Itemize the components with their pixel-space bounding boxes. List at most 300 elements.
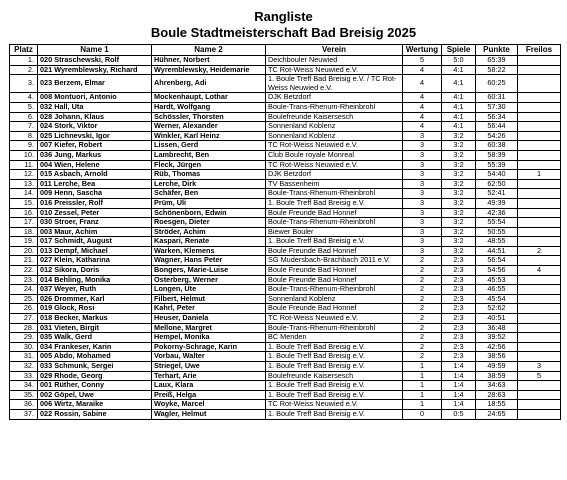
table-row — [10, 112, 561, 122]
cell-name1: 025 Lichnevski, Igor — [38, 131, 152, 141]
cell-platz: 20. — [10, 246, 38, 256]
cell-name2: Lambrecht, Ben — [152, 150, 266, 160]
cell-name1: 026 Drommer, Karl — [38, 294, 152, 304]
table-row — [10, 409, 561, 419]
cell-punkte: 60:31 — [476, 93, 518, 103]
cell-freilos — [518, 275, 561, 285]
cell-verein: Boule Freunde Bad Honnef — [266, 208, 403, 218]
cell-platz: 19. — [10, 237, 38, 247]
cell-spiele: 2:3 — [442, 314, 476, 324]
cell-name2: Schössler, Thorsten — [152, 112, 266, 122]
cell-punkte: 39:52 — [476, 333, 518, 343]
cell-platz: 10. — [10, 150, 38, 160]
table-row — [10, 75, 561, 93]
cell-spiele: 3:2 — [442, 160, 476, 170]
cell-name2: Roesgen, Dieter — [152, 218, 266, 228]
cell-name2: Vorbau, Walter — [152, 352, 266, 362]
cell-freilos — [518, 65, 561, 75]
cell-freilos — [518, 93, 561, 103]
table-row — [10, 333, 561, 343]
cell-platz: 13. — [10, 179, 38, 189]
cell-punkte: 52:62 — [476, 304, 518, 314]
cell-name1: 002 Göpel, Uwe — [38, 390, 152, 400]
cell-wertung: 3 — [403, 179, 442, 189]
cell-verein: TC Rot-Weiss Neuwied e.V. — [266, 314, 403, 324]
cell-punkte: 56:54 — [476, 256, 518, 266]
cell-name2: Woyke, Marcel — [152, 400, 266, 410]
cell-name1: 027 Klein, Katharina — [38, 256, 152, 266]
table-row — [10, 371, 561, 381]
cell-platz: 7. — [10, 122, 38, 132]
cell-verein: SG Mudersbach-Brachbach 2011 e.V. — [266, 256, 403, 266]
cell-name2: Filbert, Helmut — [152, 294, 266, 304]
cell-wertung: 2 — [403, 352, 442, 362]
cell-name1: 022 Rossin, Sabine — [38, 409, 152, 419]
cell-freilos — [518, 198, 561, 208]
cell-verein: 1. Boule Treff Bad Breisig e.V. — [266, 381, 403, 391]
cell-platz: 27. — [10, 314, 38, 324]
cell-punkte: 57:30 — [476, 102, 518, 112]
cell-name1: 005 Abdo, Mohamed — [38, 352, 152, 362]
header-platz: Platz — [10, 45, 38, 56]
cell-name2: Mellone, Margret — [152, 323, 266, 333]
cell-wertung: 5 — [403, 56, 442, 66]
cell-punkte: 48:55 — [476, 237, 518, 247]
cell-punkte: 42:56 — [476, 342, 518, 352]
cell-name2: Wagler, Helmut — [152, 409, 266, 419]
cell-verein: 1. Boule Treff Bad Breisig e.V. — [266, 198, 403, 208]
cell-verein: 1. Boule Treff Bad Breisig e.V. — [266, 352, 403, 362]
cell-punkte: 46:55 — [476, 285, 518, 295]
cell-platz: 8. — [10, 131, 38, 141]
cell-punkte: 58:22 — [476, 65, 518, 75]
cell-wertung: 0 — [403, 409, 442, 419]
table-row — [10, 323, 561, 333]
cell-wertung: 2 — [403, 342, 442, 352]
cell-verein: TC Rot-Weiss Neuwied e.V. — [266, 160, 403, 170]
header-punkte: Punkte — [476, 45, 518, 56]
cell-verein: Boulefreunde Kaisersesch — [266, 112, 403, 122]
cell-platz: 23. — [10, 275, 38, 285]
cell-name2: Prüm, Uli — [152, 198, 266, 208]
cell-spiele: 3:2 — [442, 150, 476, 160]
cell-punkte: 54:26 — [476, 131, 518, 141]
cell-freilos — [518, 122, 561, 132]
table-row — [10, 160, 561, 170]
cell-wertung: 1 — [403, 362, 442, 372]
cell-name2: Terhart, Arie — [152, 371, 266, 381]
cell-verein: 1. Boule Treff Bad Breisig e.V. — [266, 362, 403, 372]
cell-freilos — [518, 56, 561, 66]
table-row — [10, 65, 561, 75]
cell-verein: Sonnenland Koblenz — [266, 294, 403, 304]
cell-platz: 32. — [10, 362, 38, 372]
cell-freilos: 4 — [518, 266, 561, 276]
cell-spiele: 1:4 — [442, 400, 476, 410]
cell-punkte: 45:54 — [476, 294, 518, 304]
cell-verein: Biewer Bouler — [266, 227, 403, 237]
header-name1: Name 1 — [38, 45, 152, 56]
cell-name2: Lissen, Gerd — [152, 141, 266, 151]
cell-punkte: 45:53 — [476, 275, 518, 285]
cell-punkte: 50:55 — [476, 227, 518, 237]
cell-spiele: 4:1 — [442, 112, 476, 122]
cell-spiele: 2:3 — [442, 256, 476, 266]
cell-freilos — [518, 189, 561, 199]
cell-name1: 017 Schmidt, August — [38, 237, 152, 247]
cell-platz: 35. — [10, 390, 38, 400]
table-row — [10, 294, 561, 304]
cell-punkte: 24:65 — [476, 409, 518, 419]
cell-platz: 15. — [10, 198, 38, 208]
cell-freilos — [518, 131, 561, 141]
cell-freilos: 5 — [518, 371, 561, 381]
cell-name2: Schäfer, Ben — [152, 189, 266, 199]
cell-name1: 034 Frankeser, Karin — [38, 342, 152, 352]
cell-wertung: 3 — [403, 141, 442, 151]
cell-punkte: 34:63 — [476, 381, 518, 391]
cell-punkte: 62:50 — [476, 179, 518, 189]
cell-wertung: 2 — [403, 314, 442, 324]
cell-freilos — [518, 227, 561, 237]
cell-verein: Club Boule royale Monreal — [266, 150, 403, 160]
cell-wertung: 4 — [403, 93, 442, 103]
cell-wertung: 4 — [403, 122, 442, 132]
cell-platz: 22. — [10, 266, 38, 276]
ranking-table — [9, 44, 561, 420]
cell-wertung: 1 — [403, 390, 442, 400]
table-row — [10, 102, 561, 112]
cell-platz: 29. — [10, 333, 38, 343]
cell-name1: 001 Rüther, Conny — [38, 381, 152, 391]
cell-name1: 036 Jung, Markus — [38, 150, 152, 160]
cell-spiele: 2:3 — [442, 266, 476, 276]
cell-platz: 11. — [10, 160, 38, 170]
cell-name2: Werner, Alexander — [152, 122, 266, 132]
cell-name2: Pokorny-Schrage, Karin — [152, 342, 266, 352]
cell-freilos — [518, 381, 561, 391]
cell-name1: 016 Preissler, Rolf — [38, 198, 152, 208]
cell-name1: 013 Dempf, Michael — [38, 246, 152, 256]
cell-freilos — [518, 342, 561, 352]
cell-freilos: 1 — [518, 170, 561, 180]
cell-name1: 010 Zessel, Peter — [38, 208, 152, 218]
cell-platz: 30. — [10, 342, 38, 352]
cell-freilos — [518, 160, 561, 170]
table-row — [10, 189, 561, 199]
cell-verein: 1. Boule Treff Bad Breisig e.V. — [266, 342, 403, 352]
cell-freilos: 3 — [518, 362, 561, 372]
cell-name1: 029 Rhode, Georg — [38, 371, 152, 381]
cell-name2: Wagner, Hans Peter — [152, 256, 266, 266]
cell-punkte: 42:36 — [476, 208, 518, 218]
cell-verein: DJK Betzdorf — [266, 93, 403, 103]
cell-spiele: 1:4 — [442, 362, 476, 372]
cell-platz: 6. — [10, 112, 38, 122]
cell-platz: 9. — [10, 141, 38, 151]
cell-name2: Striegel, Uwe — [152, 362, 266, 372]
cell-name2: Lerche, Dirk — [152, 179, 266, 189]
cell-name1: 015 Asbach, Arnold — [38, 170, 152, 180]
cell-platz: 26. — [10, 304, 38, 314]
cell-verein: DJK Betzdorf — [266, 170, 403, 180]
table-row — [10, 342, 561, 352]
cell-freilos — [518, 150, 561, 160]
cell-punkte: 28:63 — [476, 390, 518, 400]
cell-spiele: 3:2 — [442, 237, 476, 247]
cell-wertung: 4 — [403, 102, 442, 112]
cell-platz: 37. — [10, 409, 38, 419]
header-wertung: Wertung — [403, 45, 442, 56]
cell-freilos — [518, 294, 561, 304]
cell-name1: 007 Kiefer, Robert — [38, 141, 152, 151]
cell-name1: 009 Henn, Sascha — [38, 189, 152, 199]
table-row — [10, 381, 561, 391]
cell-freilos — [518, 400, 561, 410]
cell-name2: Heuser, Daniela — [152, 314, 266, 324]
table-row — [10, 141, 561, 151]
cell-spiele: 4:1 — [442, 75, 476, 93]
cell-name1: 033 Schmunk, Sergei — [38, 362, 152, 372]
cell-name2: Osterberg, Werner — [152, 275, 266, 285]
table-row — [10, 400, 561, 410]
cell-platz: 12. — [10, 170, 38, 180]
cell-punkte: 36:48 — [476, 323, 518, 333]
cell-wertung: 4 — [403, 65, 442, 75]
table-row — [10, 131, 561, 141]
cell-wertung: 2 — [403, 333, 442, 343]
cell-punkte: 56:34 — [476, 112, 518, 122]
cell-name2: Schönenborn, Edwin — [152, 208, 266, 218]
cell-verein: Sonnenland Koblenz — [266, 131, 403, 141]
table-row — [10, 218, 561, 228]
cell-verein: Boule-Trans-Rhenum-Rheinbrohl — [266, 218, 403, 228]
cell-punkte: 18:55 — [476, 400, 518, 410]
cell-verein: TC Rot-Weiss Neuwied e.V. — [266, 400, 403, 410]
table-row — [10, 390, 561, 400]
cell-freilos — [518, 333, 561, 343]
cell-freilos — [518, 102, 561, 112]
cell-name2: Wyremblewsky, Heidemarie — [152, 65, 266, 75]
cell-freilos — [518, 323, 561, 333]
table-row — [10, 237, 561, 247]
cell-freilos — [518, 75, 561, 93]
cell-wertung: 3 — [403, 150, 442, 160]
cell-platz: 4. — [10, 93, 38, 103]
cell-name2: Longen, Ute — [152, 285, 266, 295]
cell-wertung: 3 — [403, 208, 442, 218]
cell-verein: Boule Freunde Bad Honnef — [266, 246, 403, 256]
cell-verein: TC Rot-Weiss Neuwied e.V. — [266, 141, 403, 151]
cell-wertung: 1 — [403, 381, 442, 391]
cell-name1: 020 Straschewski, Rolf — [38, 56, 152, 66]
cell-punkte: 60:25 — [476, 75, 518, 93]
cell-spiele: 0:5 — [442, 409, 476, 419]
cell-freilos — [518, 112, 561, 122]
cell-spiele: 3:2 — [442, 208, 476, 218]
table-row — [10, 246, 561, 256]
cell-punkte: 58:39 — [476, 150, 518, 160]
cell-platz: 28. — [10, 323, 38, 333]
table-row — [10, 275, 561, 285]
cell-name1: 008 Montuori, Antonio — [38, 93, 152, 103]
table-row — [10, 266, 561, 276]
cell-platz: 34. — [10, 381, 38, 391]
cell-verein: Boule-Trans-Rhenum-Rheinbrohl — [266, 323, 403, 333]
cell-name1: 014 Behling, Monika — [38, 275, 152, 285]
cell-name1: 019 Glock, Rosi — [38, 304, 152, 314]
cell-verein: BC Menden — [266, 333, 403, 343]
cell-name1: 031 Vieten, Birgit — [38, 323, 152, 333]
cell-spiele: 2:3 — [442, 323, 476, 333]
cell-spiele: 3:2 — [442, 131, 476, 141]
cell-freilos — [518, 256, 561, 266]
cell-wertung: 3 — [403, 237, 442, 247]
cell-wertung: 3 — [403, 160, 442, 170]
cell-name2: Rüb, Thomas — [152, 170, 266, 180]
cell-platz: 36. — [10, 400, 38, 410]
cell-wertung: 2 — [403, 304, 442, 314]
cell-spiele: 1:4 — [442, 381, 476, 391]
cell-verein: Boule-Trans-Rhenum-Rheinbrohl — [266, 285, 403, 295]
cell-spiele: 3:2 — [442, 246, 476, 256]
cell-spiele: 2:3 — [442, 285, 476, 295]
cell-verein: TC Rot-Weiss Neuwied e.V. — [266, 65, 403, 75]
cell-verein: Sonnenland Koblenz — [266, 122, 403, 132]
cell-punkte: 54:56 — [476, 266, 518, 276]
cell-name2: Hempel, Monika — [152, 333, 266, 343]
cell-platz: 16. — [10, 208, 38, 218]
table-row — [10, 150, 561, 160]
cell-punkte: 60:38 — [476, 141, 518, 151]
cell-punkte: 40:51 — [476, 314, 518, 324]
cell-wertung: 2 — [403, 294, 442, 304]
cell-name1: 024 Stork, Viktor — [38, 122, 152, 132]
cell-spiele: 4:1 — [442, 65, 476, 75]
cell-freilos — [518, 237, 561, 247]
cell-wertung: 2 — [403, 285, 442, 295]
cell-punkte: 55:54 — [476, 218, 518, 228]
cell-name1: 023 Berzem, Elmar — [38, 75, 152, 93]
cell-spiele: 3:2 — [442, 189, 476, 199]
cell-punkte: 38:56 — [476, 352, 518, 362]
cell-freilos — [518, 208, 561, 218]
cell-name1: 028 Johann, Klaus — [38, 112, 152, 122]
table-header-row — [10, 45, 561, 56]
cell-name1: 006 Wirtz, Maraike — [38, 400, 152, 410]
cell-verein: Boule Freunde Bad Honnef — [266, 266, 403, 276]
header-spiele: Spiele — [442, 45, 476, 56]
cell-wertung: 1 — [403, 371, 442, 381]
cell-name2: Hühner, Norbert — [152, 56, 266, 66]
cell-wertung: 2 — [403, 323, 442, 333]
cell-spiele: 3:2 — [442, 141, 476, 151]
cell-platz: 2. — [10, 65, 38, 75]
cell-wertung: 3 — [403, 198, 442, 208]
cell-punkte: 56:44 — [476, 122, 518, 132]
table-body — [10, 56, 561, 420]
cell-platz: 31. — [10, 352, 38, 362]
cell-wertung: 2 — [403, 256, 442, 266]
cell-freilos — [518, 409, 561, 419]
table-row — [10, 352, 561, 362]
cell-wertung: 3 — [403, 131, 442, 141]
cell-freilos — [518, 141, 561, 151]
cell-freilos — [518, 179, 561, 189]
cell-spiele: 1:4 — [442, 390, 476, 400]
page-title: Rangliste — [254, 9, 313, 24]
cell-verein: 1. Boule Treff Bad Breisig e.V. — [266, 390, 403, 400]
cell-spiele: 4:1 — [442, 93, 476, 103]
table-row — [10, 256, 561, 266]
cell-punkte: 65:39 — [476, 56, 518, 66]
cell-spiele: 2:3 — [442, 333, 476, 343]
cell-platz: 21. — [10, 256, 38, 266]
cell-name1: 037 Weyer, Ruth — [38, 285, 152, 295]
cell-verein: Boule-Trans-Rhenum-Rheinbrohl — [266, 102, 403, 112]
cell-spiele: 3:2 — [442, 198, 476, 208]
cell-name2: Laux, Klara — [152, 381, 266, 391]
cell-punkte: 55:39 — [476, 160, 518, 170]
cell-name1: 030 Stroer, Franz — [38, 218, 152, 228]
cell-spiele: 1:4 — [442, 371, 476, 381]
cell-platz: 5. — [10, 102, 38, 112]
cell-platz: 25. — [10, 294, 38, 304]
cell-wertung: 4 — [403, 75, 442, 93]
cell-verein: Boule Freunde Bad Honnef — [266, 304, 403, 314]
header-freilos: Freilos — [518, 45, 561, 56]
cell-verein: Deichbouler Neuwied — [266, 56, 403, 66]
table-row — [10, 93, 561, 103]
cell-name1: 032 Hall, Uta — [38, 102, 152, 112]
cell-name1: 004 Wien, Helene — [38, 160, 152, 170]
cell-name2: Hardt, Wolfgang — [152, 102, 266, 112]
cell-name2: Preiß, Helga — [152, 390, 266, 400]
table-row — [10, 122, 561, 132]
table-row — [10, 314, 561, 324]
cell-name1: 035 Walk, Gerd — [38, 333, 152, 343]
cell-verein: Boule Freunde Bad Honnef — [266, 275, 403, 285]
cell-wertung: 3 — [403, 189, 442, 199]
cell-freilos — [518, 314, 561, 324]
cell-wertung: 3 — [403, 246, 442, 256]
cell-freilos — [518, 285, 561, 295]
cell-wertung: 4 — [403, 112, 442, 122]
cell-punkte: 49:59 — [476, 362, 518, 372]
header-verein: Verein — [266, 45, 403, 56]
cell-platz: 18. — [10, 227, 38, 237]
cell-platz: 24. — [10, 285, 38, 295]
cell-freilos — [518, 390, 561, 400]
cell-wertung: 1 — [403, 400, 442, 410]
cell-name2: Winkler, Karl Heinz — [152, 131, 266, 141]
cell-punkte: 49:39 — [476, 198, 518, 208]
table-row — [10, 208, 561, 218]
table-row — [10, 170, 561, 180]
cell-freilos — [518, 352, 561, 362]
cell-verein: 1. Boule Treff Bad Breisig e.V. / TC Rot-Weiss Neuwied e.V. — [266, 75, 403, 93]
table-row — [10, 362, 561, 372]
cell-platz: 14. — [10, 189, 38, 199]
cell-wertung: 2 — [403, 275, 442, 285]
cell-spiele: 3:2 — [442, 179, 476, 189]
cell-verein: 1. Boule Treff Bad Breisig e.V. — [266, 237, 403, 247]
cell-wertung: 3 — [403, 170, 442, 180]
cell-platz: 33. — [10, 371, 38, 381]
cell-name2: Mockenhaupt, Lothar — [152, 93, 266, 103]
cell-verein: TV Bassenheim — [266, 179, 403, 189]
table-row — [10, 198, 561, 208]
